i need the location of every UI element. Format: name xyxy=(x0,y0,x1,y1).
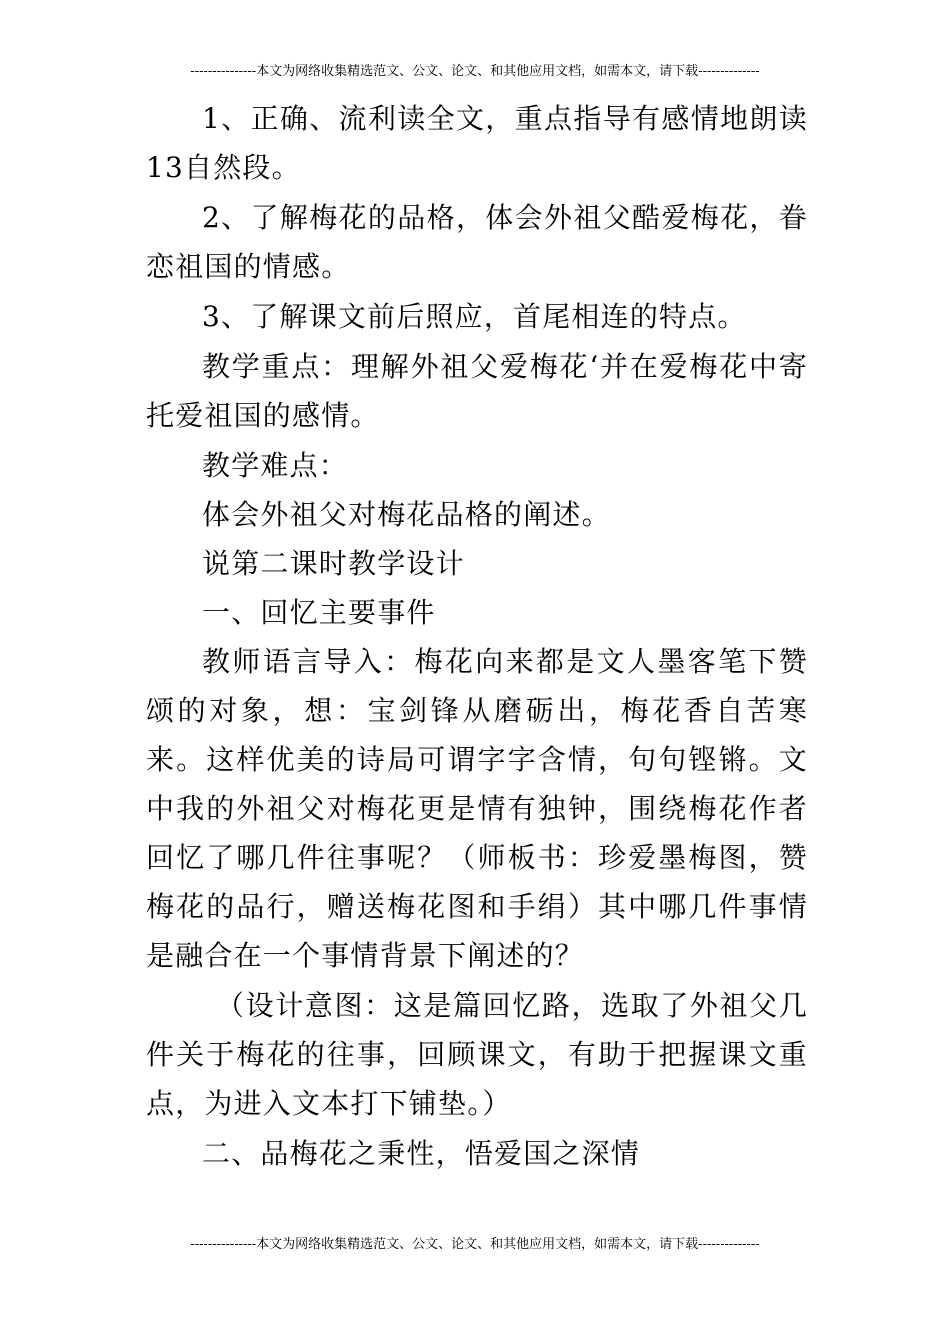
paragraph-teaching-difficulty: 体会外祖父对梅花品格的阐述。 xyxy=(202,498,611,531)
paragraph-section-2-heading: 二、品梅花之秉性，悟爱国之深情 xyxy=(202,1137,641,1170)
page-header: ---------------本文为网络收集精选范文、公文、论文、和其他应用文档，如需本文，请下载-------------- xyxy=(190,64,760,79)
paragraph-objective-1: 1、正确、流利读全文，重点指导有感情地朗读13自然段。 xyxy=(146,102,808,184)
paragraph-design-intent: （设计意图：这是篇回忆路，选取了外祖父几件关于梅花的往事，回顾课文，有助于把握课文重点，为进入文本打下铺垫。） xyxy=(146,989,808,1120)
document-body xyxy=(146,94,808,1178)
paragraph-lesson-design-title: 说第二课时教学设计 xyxy=(202,547,465,580)
paragraph-section-1-heading: 一、回忆主要事件 xyxy=(202,596,436,629)
paragraph-objective-2: 2、了解梅花的品格，体会外祖父酷爱梅花，眷恋祖国的情感。 xyxy=(146,201,808,283)
page-footer: ---------------本文为网络收集精选范文、公文、论文、和其他应用文档，如需本文，请下载-------------- xyxy=(190,1237,760,1252)
paragraph-teacher-intro: 教师语言导入：梅花向来都是文人墨客笔下赞颂的对象，想：宝剑锋从磨砺出，梅花香自苦寒来。这样优美的诗局可谓字字含情，句句铿锵。文中我的外祖父对梅花更是情有独钟，围绕梅花作者回忆了哪几件往事呢？（师板书：珍爱墨梅图，赞梅花的品行，赠送梅花图和手绢）其中哪几件事情是融合在一个事情背景下阐述的？ xyxy=(146,645,808,972)
paragraph-teaching-difficulty-label: 教学难点： xyxy=(202,449,349,482)
paragraph-objective-3: 3、了解课文前后照应，首尾相连的特点。 xyxy=(202,300,747,333)
paragraph-teaching-focus: 教学重点：理解外祖父爱梅花‘并在爱梅花中寄托爱祖国的感情。 xyxy=(146,350,808,432)
